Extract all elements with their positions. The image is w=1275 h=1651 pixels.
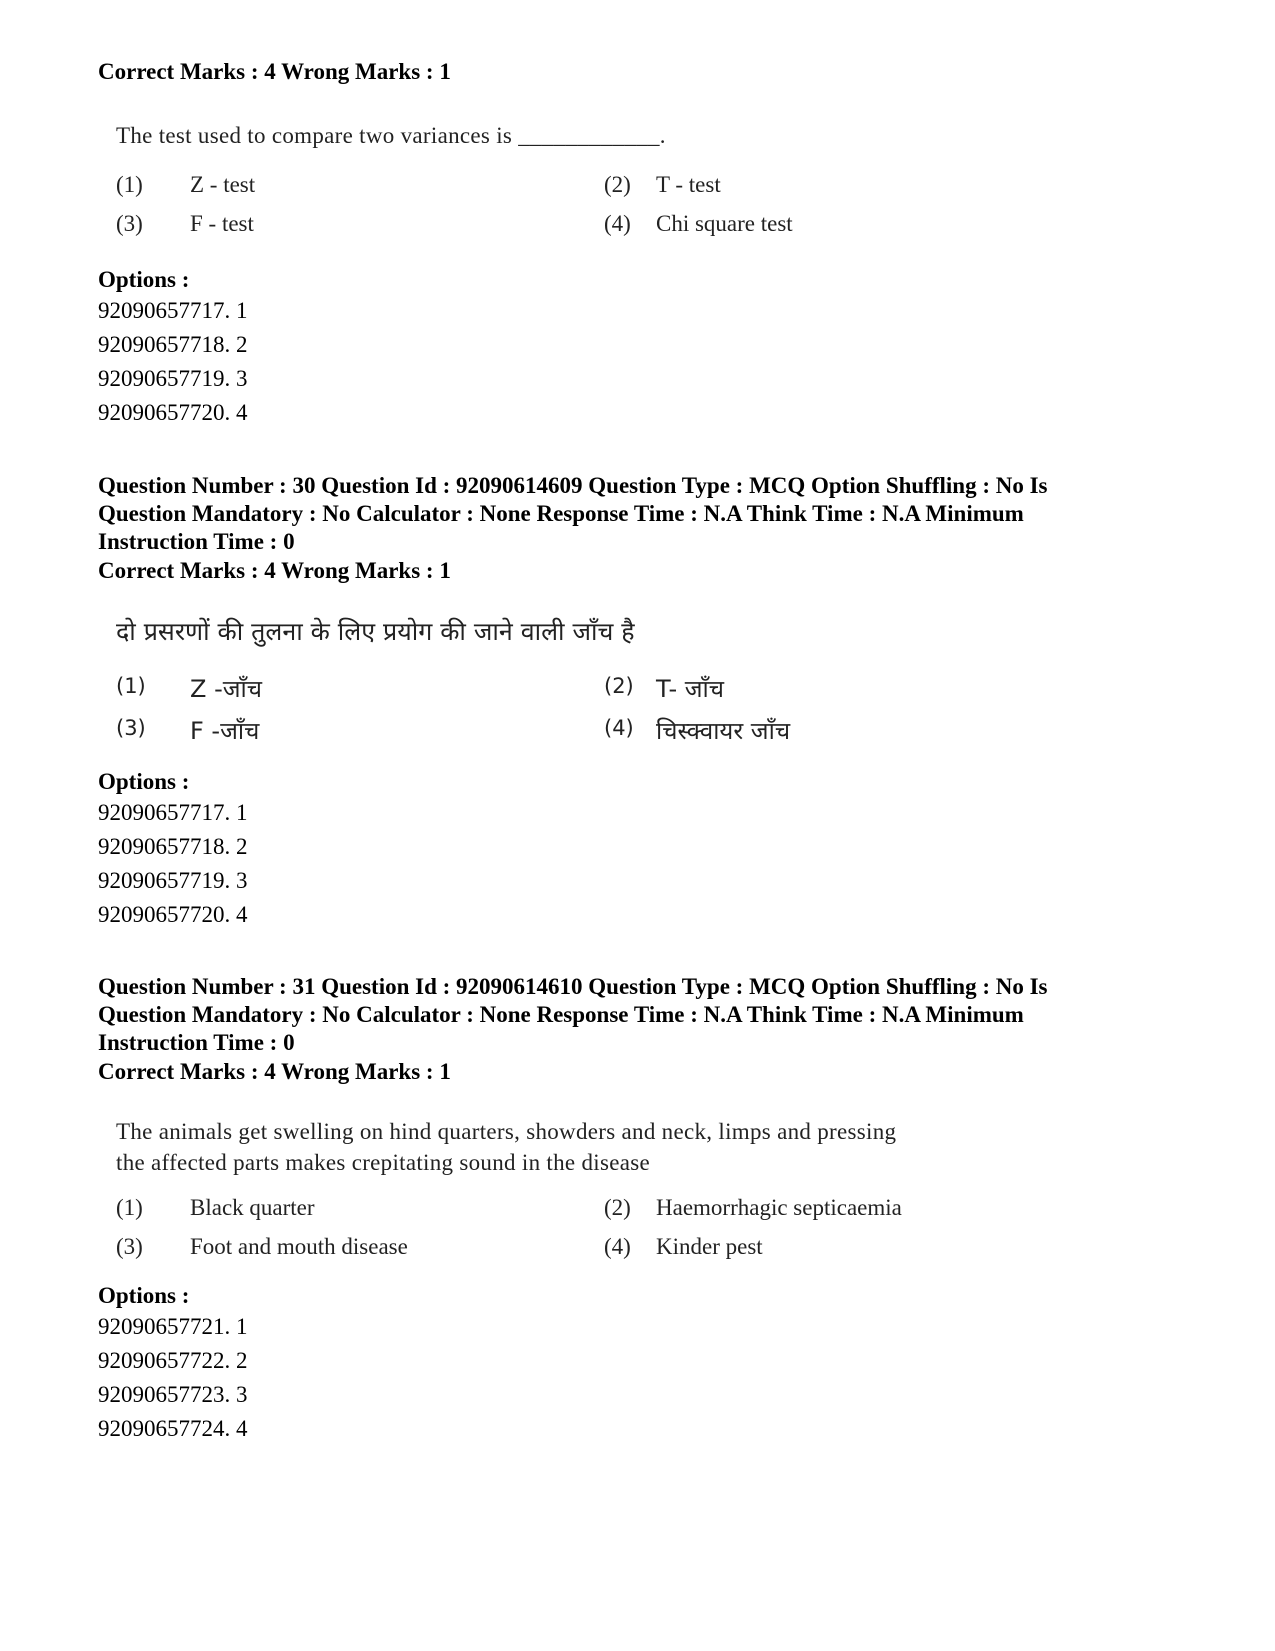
marks-line: Correct Marks : 4 Wrong Marks : 1 [98,558,451,583]
choice-number: (4) [604,1234,631,1259]
choice-row [116,714,1136,750]
question-text: The test used to compare two variances is ____________. [116,123,666,148]
option-item: 92090657717. 1 [98,800,248,825]
question-header [98,472,1178,556]
question-image [116,616,1136,647]
options-list [98,294,1178,430]
header-line: Question Number : 30 Question Id : 92090614609 Question Type : MCQ Option Shuffling : No Is [98,473,1048,498]
choice-text: T - test [656,172,721,197]
choice-row [116,672,1136,708]
question-image [116,1116,1136,1178]
choice-text: Z - test [190,172,256,197]
choice-text: चिस्क्‍वायर जाँच [656,717,791,745]
question-text-line: The animals get swelling on hind quarters, showders and neck, limps and pressing [116,1119,897,1144]
option-item: 92090657720. 4 [98,400,248,425]
choice-row [116,211,1136,247]
option-item: 92090657722. 2 [98,1348,248,1373]
options-label: Options : [98,267,190,292]
option-item: 92090657717. 1 [98,298,248,323]
choice-number: (2) [604,674,634,698]
choice-number: (1) [116,172,143,197]
choice-number: (2) [604,172,631,197]
option-item: 92090657721. 1 [98,1314,248,1339]
options-label: Options : [98,769,190,794]
option-item: 92090657718. 2 [98,834,248,859]
header-line: Question Mandatory : No Calculator : None Response Time : N.A Think Time : N.A Minimum [98,1002,1024,1027]
option-item: 92090657720. 4 [98,902,248,927]
header-line: Question Number : 31 Question Id : 92090614610 Question Type : MCQ Option Shuffling : No Is [98,974,1048,999]
option-item: 92090657719. 3 [98,366,248,391]
choice-row [116,172,1136,208]
options-list [98,796,1178,932]
choice-text: Kinder pest [656,1234,763,1259]
choice-number: (3) [116,716,146,740]
option-item: 92090657723. 3 [98,1382,248,1407]
choice-number: (1) [116,674,146,698]
question-text-line: the affected parts makes crepitating sound in the disease [116,1150,650,1175]
options-list [98,1310,1178,1446]
question-header [98,973,1178,1057]
choice-number: (1) [116,1195,143,1220]
choice-number: (3) [116,1234,143,1259]
options-label: Options : [98,1283,190,1308]
question-text: दो प्रसरणों की तुलना के लिए प्रयोग की जाने वाली जाँच है [116,617,635,646]
option-item: 92090657724. 4 [98,1416,248,1441]
choice-number: (2) [604,1195,631,1220]
choice-text: Haemorrhagic septicaemia [656,1195,902,1220]
choice-row [116,1195,1136,1231]
choice-row [116,1234,1136,1270]
choice-number: (4) [604,211,631,236]
header-line: Instruction Time : 0 [98,529,295,554]
option-item: 92090657718. 2 [98,332,248,357]
choice-text: T- जाँच [656,675,725,703]
choice-text: Foot and mouth disease [190,1234,408,1259]
choice-text: Z -जाँच [190,675,262,703]
marks-line: Correct Marks : 4 Wrong Marks : 1 [98,1059,451,1084]
header-line: Question Mandatory : No Calculator : None Response Time : N.A Think Time : N.A Minimum [98,501,1024,526]
header-line: Instruction Time : 0 [98,1030,295,1055]
choice-text: Chi square test [656,211,793,236]
choice-number: (3) [116,211,143,236]
choice-text: F - test [190,211,254,236]
option-item: 92090657719. 3 [98,868,248,893]
choice-text: Black quarter [190,1195,315,1220]
question-image [116,120,1136,151]
marks-line: Correct Marks : 4 Wrong Marks : 1 [98,59,451,84]
choice-number: (4) [604,716,634,740]
choice-text: F -जाँच [190,717,260,745]
